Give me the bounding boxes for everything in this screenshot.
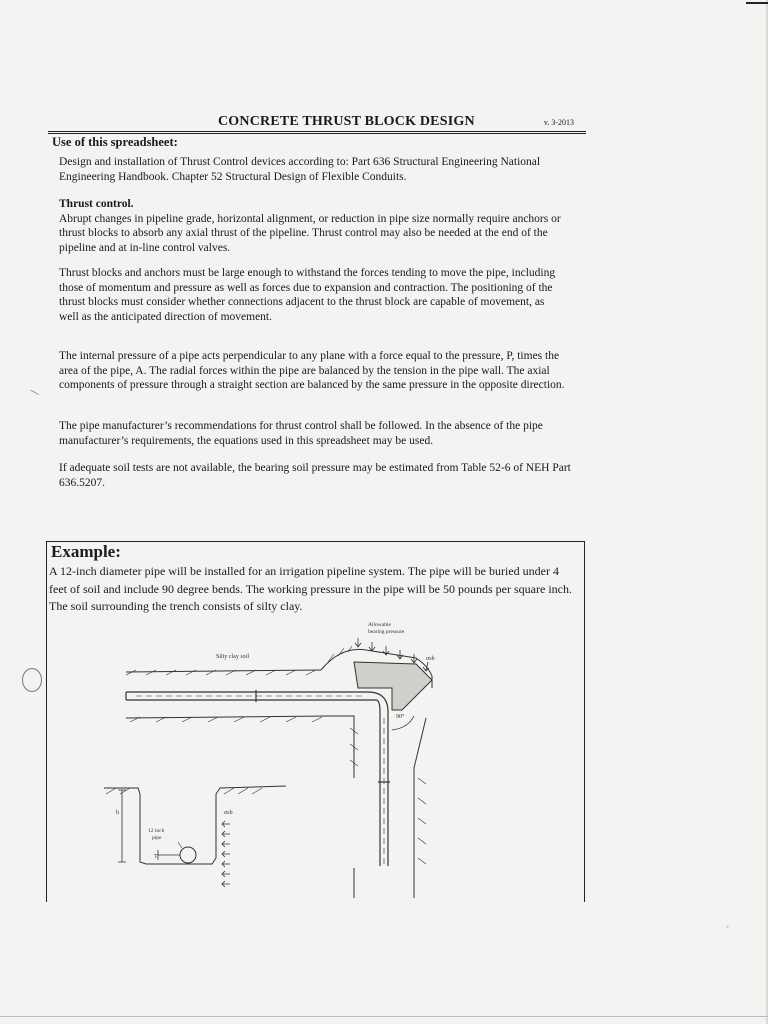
- sb-label-top: σsb: [426, 656, 435, 662]
- version-label: v. 3-2013: [543, 118, 574, 127]
- section-heading: Use of this spreadsheet:: [52, 135, 178, 149]
- thrust-control-paragraph: Abrupt changes in pipeline grade, horizontal alignment, or reduction in pipe size normally require anchors or thrust blocks to absorb any axial thrust of the pipeline. Thrust control may also be needed at the end of the pipeline and at in-line control valves.: [59, 212, 561, 254]
- angle-label: 90°: [396, 714, 405, 720]
- section-pressure-arrows: [222, 821, 230, 887]
- outer-wall-hatch: [418, 778, 426, 864]
- internal-pressure-paragraph: The internal pressure of a pipe acts perpendicular to any plane with a force equal to the pressure, P, times the area of the pipe, A. The radial forces within the pipe are balanced by the tension in the pipe wall. The axial components of pressure through a straight section are balanced by the same pressure in the opposite direction.: [59, 350, 565, 391]
- header-rule: [48, 131, 586, 132]
- pipe-label-2: pipe: [152, 835, 162, 841]
- intro-paragraph: Design and installation of Thrust Control devices according to: Part 636 Structural Engineering National Engineering Handbook. Chapter 52 Structural Design of Flexible Conduits.: [59, 156, 541, 183]
- pipe-section: [180, 847, 196, 863]
- section-hatch: [106, 788, 262, 794]
- thrust-arrow: [158, 850, 180, 860]
- allowable-label-2: bearing pressure: [368, 629, 405, 635]
- soil-label: Silty clay soil: [216, 654, 249, 660]
- thrust-block: [354, 662, 432, 710]
- trench-wall-outer: [414, 718, 426, 898]
- pipe-label-1: 12 inch: [148, 828, 165, 834]
- h-label: h: [116, 810, 119, 816]
- pipe-bend: [368, 692, 388, 712]
- scan-dot: ◦: [726, 922, 729, 931]
- sb-label-section: σsb: [224, 810, 233, 816]
- scan-corner-mark: [746, 2, 768, 4]
- manufacturer-paragraph: The pipe manufacturer’s recommendations for thrust control shall be followed. In the absence of the pipe manufacturer’s requirements, the equations used in this spreadsheet may be used.: [59, 420, 543, 447]
- page-title: CONCRETE THRUST BLOCK DESIGN: [218, 114, 475, 129]
- t-label: T: [154, 854, 158, 860]
- thrust-control-section: [59, 197, 579, 255]
- example-title: Example:: [51, 542, 121, 561]
- header-rule-double: [48, 133, 586, 134]
- allowable-label-1: Allowable: [368, 622, 391, 628]
- soil-pressure-paragraph: If adequate soil tests are not available, the bearing soil pressure may be estimated from Table 52-6 of NEH Part 636.5207.: [59, 462, 571, 489]
- pipe-leader: [178, 842, 182, 848]
- thrust-control-heading: Thrust control.: [59, 198, 134, 210]
- document-header: [48, 112, 586, 134]
- trench-wall-inner: [126, 716, 354, 778]
- thrust-block-diagram: [96, 618, 476, 903]
- page-bottom-line: [0, 1016, 768, 1017]
- example-text: A 12-inch diameter pipe will be installed for an irrigation pipeline system. The pipe will be buried under 4 feet of soil and include 90 degree bends. The working pressure in the pipe will be 50 pounds per square inch. The soil surrounding the trench consists of silty clay.: [49, 564, 572, 613]
- scan-pen-mark: [30, 390, 39, 396]
- thrust-blocks-paragraph: Thrust blocks and anchors must be large enough to withstand the forces tending to move the pipe, including those of momentum and pressure as well as forces due to expansion and contraction. The positioning of the thrust blocks must consider whether connections adjacent to the thrust block are capable of movement, as well as the anticipated direction of movement.: [59, 267, 556, 323]
- punch-hole-mark: [22, 668, 42, 692]
